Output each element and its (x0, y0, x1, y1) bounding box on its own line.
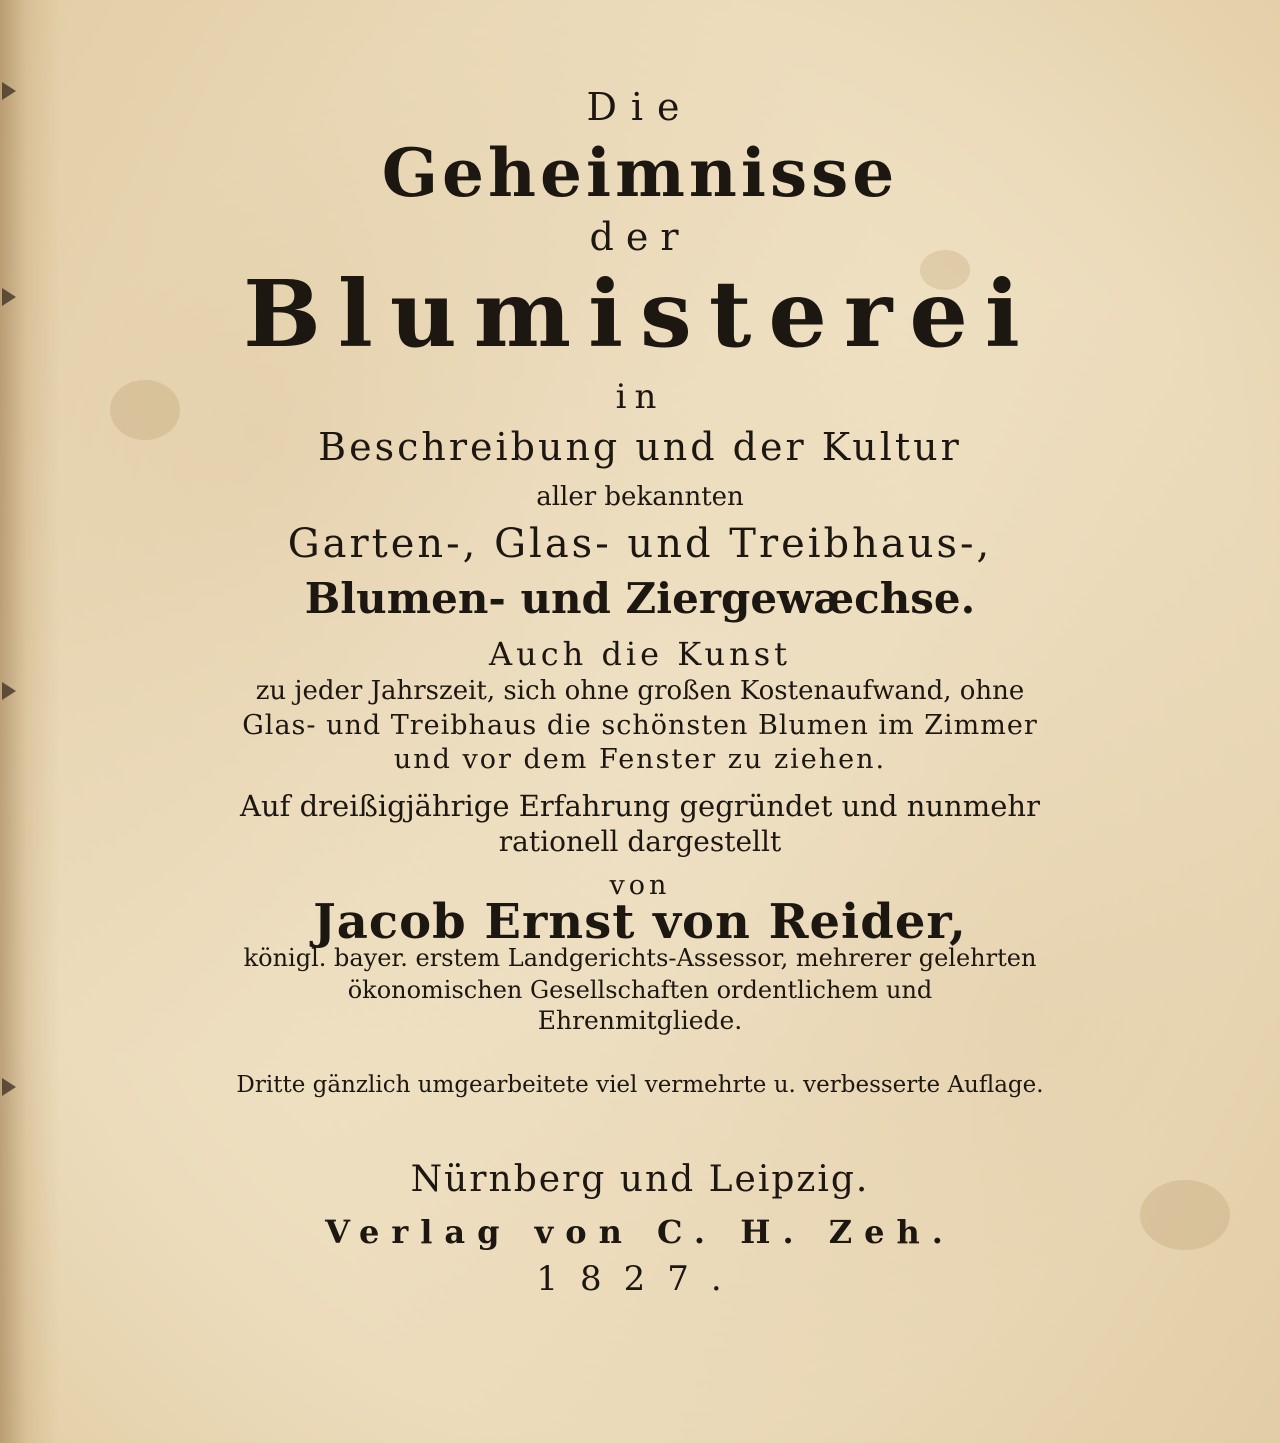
imprint-publisher: Verlag von C. H. Zeh. (325, 1213, 955, 1251)
text-und-vor-dem-fenster: und vor dem Fenster zu ziehen. (393, 744, 887, 775)
subtitle-garten-glas-treibhaus: Garten-, Glas- und Treibhaus-, (287, 521, 993, 567)
title-word-der: der (589, 215, 691, 259)
author-title-ehrenmitgliede: Ehrenmitgliede. (537, 1006, 743, 1035)
text-rationell-dargestellt: rationell dargestellt (498, 825, 782, 858)
author-name: Jacob Ernst von Reider, (313, 894, 967, 950)
main-title-blumisterei: Blumisterei (243, 260, 1037, 368)
subtitle-beschreibung: Beschreibung und der Kultur (318, 425, 962, 469)
text-auf-dreissigjaehrige: Auf dreißigjährige Erfahrung gegründet und nunmehr (240, 789, 1040, 823)
title-word-geheimnisse: Geheimnisse (381, 134, 899, 212)
text-zu-jeder-jahrszeit: zu jeder Jahrszeit, sich ohne großen Kostenaufwand, ohne (255, 676, 1025, 706)
text-glas-und-treibhaus: Glas- und Treibhaus die schönsten Blumen im Zimmer (242, 710, 1038, 741)
subtitle-aller-bekannten: aller bekannten (536, 482, 744, 512)
edition-statement: Dritte gänzlich umgearbeitete viel vermehrte u. verbesserte Auflage. (236, 1072, 1044, 1098)
title-word-die: Die (586, 85, 694, 129)
subtitle-blumen-ziergewaechse: Blumen- und Ziergewæchse. (304, 574, 976, 623)
imprint-year: 1827. (536, 1259, 744, 1299)
text-auch-die-kunst: Auch die Kunst (489, 635, 791, 673)
author-title-oekonomischen: ökonomischen Gesellschaften ordentlichem und (347, 976, 933, 1004)
imprint-place: Nürnberg und Leipzig. (410, 1159, 870, 1200)
author-title-koenigl: königl. bayer. erstem Landgerichts-Assessor, mehrerer gelehrten (243, 944, 1037, 972)
text-von: von (609, 870, 671, 901)
title-word-in: in (615, 377, 665, 417)
